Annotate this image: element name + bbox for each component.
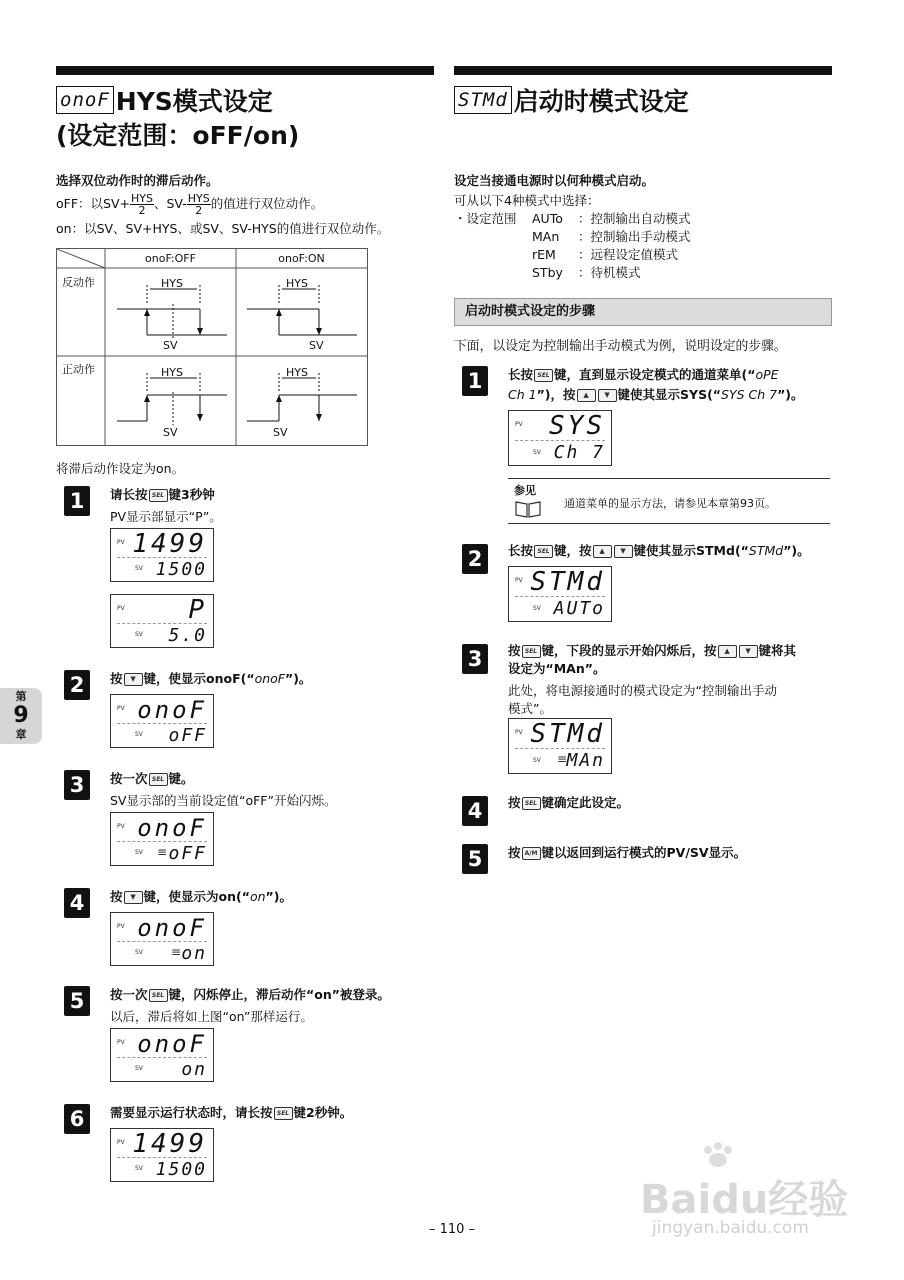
lcd-display: PV onoF SV on [110, 1028, 214, 1082]
step-text: Ch 1”)，按 ▲ ▼ 键使其显示SYS(“SYS Ch 7”)。 [508, 387, 804, 402]
step-text: 按 SEL 键，下段的显示开始闪烁后，按 ▲ ▼ 键将其 [508, 643, 797, 658]
step-number: 4 [462, 796, 488, 826]
list-item: STby ：待机模式 [532, 265, 641, 280]
step-number: 3 [462, 644, 488, 674]
step-desc: 模式”。 [508, 701, 552, 716]
watermark-url: jingyan.baidu.com [652, 1218, 809, 1238]
sel-key-icon: SEL [522, 645, 541, 658]
sel-key-icon: SEL [522, 797, 541, 810]
down-key-icon: ▼ [614, 545, 633, 558]
paw-icon [700, 1142, 736, 1168]
step-desc: PV显示部显示“P”。 [110, 509, 222, 524]
right-intro2: 可从以下4种模式中选择： [454, 193, 600, 208]
step-text: 设定为“MAn”。 [508, 661, 606, 676]
sel-key-icon: SEL [274, 1107, 293, 1120]
step-text: 长按 SEL 键，按 ▲ ▼ 键使其显示STMd(“STMd”)。 [508, 543, 810, 558]
step-text: 按 A/M 键以返回到运行模式的PV/SV显示。 [508, 845, 747, 860]
list-item: rEM ：远程设定值模式 [532, 247, 679, 262]
down-key-icon: ▼ [739, 645, 758, 658]
step-number: 1 [462, 366, 488, 396]
lcd-display: PV onoF SV oFF ≡ [110, 812, 214, 866]
col-onof-off: onoF:OFF [145, 252, 196, 265]
step-number: 5 [64, 986, 90, 1016]
sel-key-icon: SEL [149, 989, 168, 1002]
hys-label: HYS [161, 277, 183, 290]
page-number: – 110 – [428, 1222, 476, 1237]
hysteresis-table [56, 248, 368, 446]
book-icon [514, 499, 542, 519]
lcd-display: PV P SV 5.0 [110, 594, 214, 648]
blink-marks-icon: ≡ [557, 752, 568, 766]
step-number: 2 [64, 670, 90, 700]
up-key-icon: ▲ [593, 545, 612, 558]
left-title-line2: (设定范围：oFF/on) [56, 121, 300, 150]
chapter-tab: 第 9 章 [0, 688, 42, 744]
right-title: STMd 启动时模式设定 [454, 86, 689, 118]
sel-key-icon: SEL [534, 545, 553, 558]
step-text: 按一次 SEL 键。 [110, 771, 194, 786]
reference-box [508, 478, 830, 524]
sel-key-icon: SEL [149, 489, 168, 502]
step-text: 按 SEL 键确定此设定。 [508, 795, 630, 810]
down-key-icon: ▼ [124, 673, 143, 686]
step-number: 1 [64, 486, 90, 516]
sel-key-icon: SEL [149, 773, 168, 786]
down-key-icon: ▼ [124, 891, 143, 904]
lcd-display: PV onoF SV oFF [110, 694, 214, 748]
step-text: 需要显示运行状态时，请长按 SEL 键2秒钟。 [110, 1105, 353, 1120]
stmd-seg-badge: STMd [454, 86, 512, 114]
range-label: ・设定范围 [454, 211, 517, 226]
onof-seg-badge: onoF [56, 86, 114, 114]
watermark-brand: Baidu经验 [640, 1177, 849, 1223]
col-onof-on: onoF:ON [278, 252, 325, 265]
blink-marks-icon: ≡ [157, 845, 168, 859]
blink-marks-icon: ≡ [171, 945, 182, 959]
hys-label: HYS [161, 366, 183, 379]
lcd-display: PV STMd SV MAn ≡ [508, 718, 612, 774]
off-definition: oFF：以SV+ $\frac{\text{HYS}}{2}$ 、SV- $\frac{\text{HYS}}{2}$ 的值进行双位动作。 [56, 192, 324, 217]
on-definition: on：以SV、SV+HYS、或SV、SV-HYS的值进行双位动作。 [56, 221, 390, 236]
lcd-display: PV onoF SV on ≡ [110, 912, 214, 966]
step-text: 按一次 SEL 键，闪烁停止，滞后动作“on”被登录。 [110, 987, 390, 1002]
hys-label: HYS [286, 277, 308, 290]
left-title-line1: onoF HYS模式设定 [56, 86, 273, 118]
step-number: 5 [462, 844, 488, 874]
step-desc: 以后，滞后将如上图“on”那样运行。 [110, 1009, 313, 1024]
step-text: 请长按 SEL 键3秒钟 [110, 487, 215, 502]
lcd-display: PV STMd SV AUTo [508, 566, 612, 622]
mode-list [532, 210, 691, 282]
step-desc: SV显示部的当前设定值“oFF”开始闪烁。 [110, 793, 337, 808]
reference-text: 通道菜单的显示方法，请参见本章第93页。 [564, 497, 776, 510]
step-number: 4 [64, 888, 90, 918]
lcd-display: PV SYS SV Ch 7 [508, 410, 612, 466]
up-key-icon: ▲ [718, 645, 737, 658]
sv-label: SV [273, 426, 288, 439]
list-item: MAn ：控制输出手动模式 [532, 229, 691, 244]
down-key-icon: ▼ [598, 389, 617, 402]
procedure-header: 启动时模式设定的步骤 [454, 298, 832, 326]
lcd-display: PV 1499 SV 1500 [110, 528, 214, 582]
right-top-rule [454, 66, 832, 75]
list-item: AUTo ：控制输出自动模式 [532, 211, 691, 226]
step-number: 2 [462, 544, 488, 574]
up-key-icon: ▲ [577, 389, 596, 402]
step-desc: 此处，将电源接通时的模式设定为“控制输出手动 [508, 683, 777, 698]
step-text: 按 ▼ 键，使显示为on(“on”)。 [110, 889, 292, 904]
procedure-intro: 下面，以设定为控制输出手动模式为例，说明设定的步骤。 [454, 339, 787, 354]
step-text: 长按 SEL 键，直到显示设定模式的通道菜单(“oPE [508, 367, 779, 382]
reference-label: 参见 [514, 484, 536, 497]
step-text: 按 ▼ 键，使显示onoF(“onoF”)。 [110, 671, 312, 686]
sv-label: SV [163, 426, 178, 439]
left-top-rule [56, 66, 434, 75]
right-intro: 设定当接通电源时以何种模式启动。 [454, 173, 655, 188]
sv-label: SV [309, 339, 324, 352]
row-direct-action: 正动作 [62, 363, 95, 376]
set-hys-on: 将滞后动作设定为on。 [56, 461, 185, 476]
step-number: 3 [64, 770, 90, 800]
step-number: 6 [64, 1104, 90, 1134]
sel-key-icon: SEL [534, 369, 553, 382]
left-intro: 选择双位动作时的滞后动作。 [56, 173, 219, 188]
am-key-icon: A/M [522, 847, 541, 860]
row-reverse-action: 反动作 [62, 276, 95, 289]
sv-label: SV [163, 339, 178, 352]
hys-label: HYS [286, 366, 308, 379]
lcd-display: PV 1499 SV 1500 [110, 1128, 214, 1182]
